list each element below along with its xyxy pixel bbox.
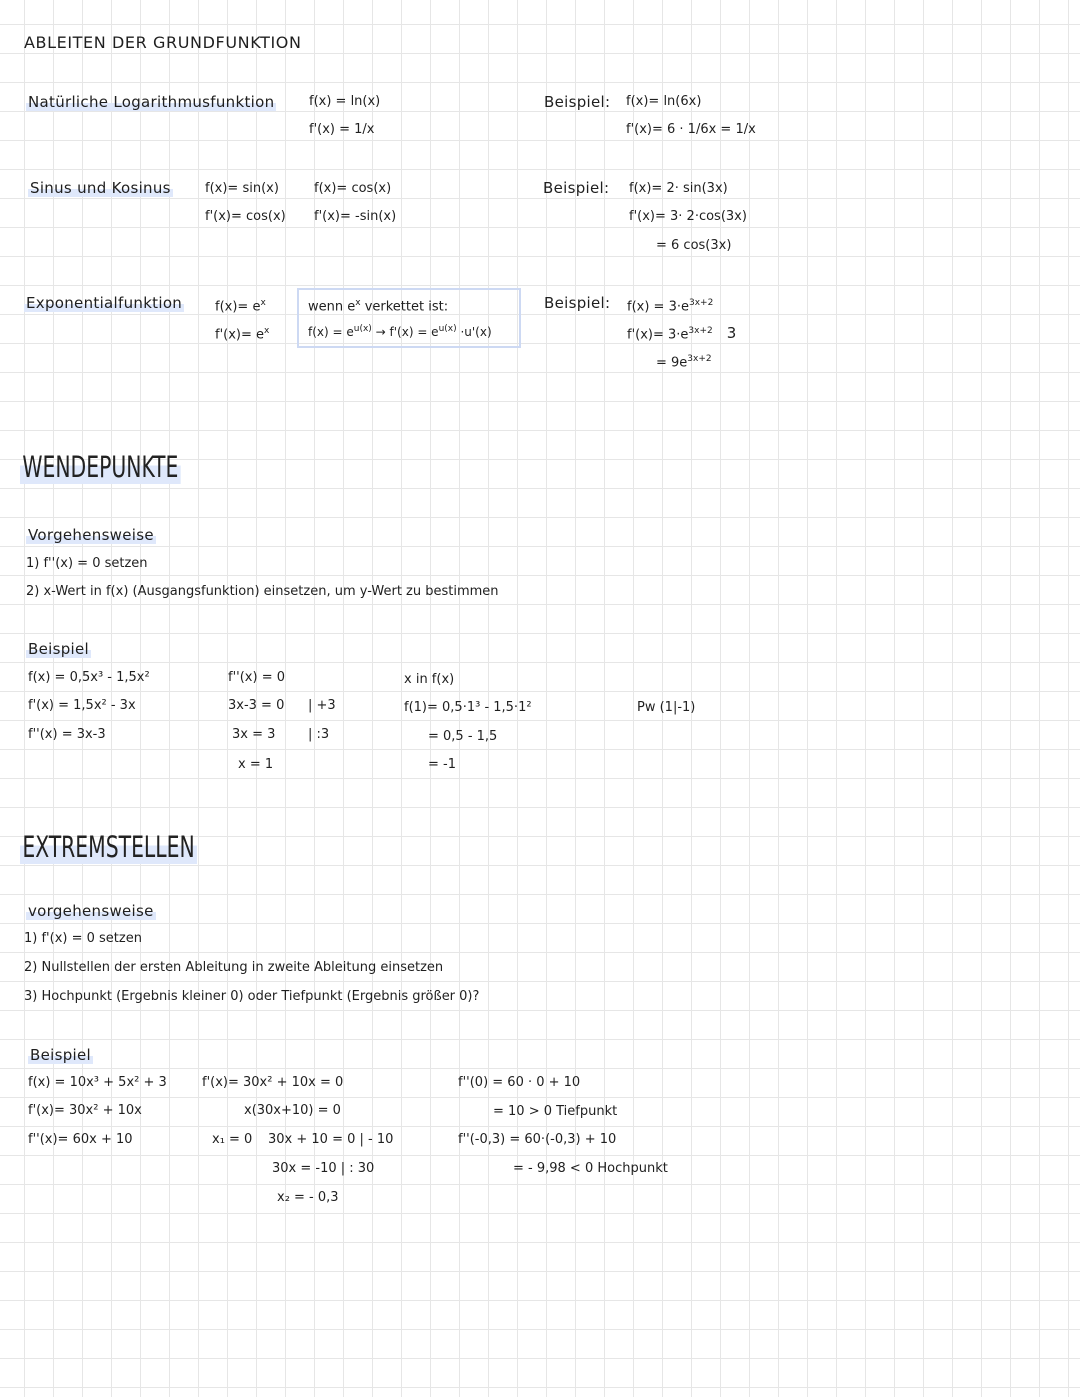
wende-insert-3: = 0,5 - 1,5: [428, 729, 498, 744]
section-label-ln: Natürliche Logarithmusfunktion: [28, 93, 275, 111]
extrem-test-2-result: = - 9,98 < 0 Hochpunkt: [513, 1161, 668, 1176]
cos-derivative: f'(x)= -sin(x): [314, 209, 397, 224]
wende-calc-4: x = 1: [238, 757, 274, 772]
extrem-calc-3a: x₁ = 0: [212, 1132, 253, 1147]
ln-example-label: Beispiel:: [544, 93, 611, 111]
extrem-step-3: 3) Hochpunkt (Ergebnis kleiner 0) oder Tiefpunkt (Ergebnis größer 0)?: [24, 989, 480, 1004]
sin-example-label: Beispiel:: [543, 179, 610, 197]
extrem-calc-3b: 30x + 10 = 0 | - 10: [268, 1132, 394, 1147]
exp-example-label: Beispiel:: [544, 294, 611, 312]
exp-example-derivative: $f'(x)= 3\cdot e^{3x+2}$ 3: [627, 324, 737, 343]
extrem-function: f(x) = 10x³ + 5x² + 3: [28, 1075, 167, 1090]
sin-example-function: f(x)= 2· sin(3x): [629, 181, 728, 196]
sin-example-derivative: f'(x)= 3· 2·cos(3x): [629, 209, 747, 224]
wende-procedure-label: Vorgehensweise: [28, 526, 154, 544]
wende-second-derivative: f''(x) = 3x-3: [28, 727, 106, 742]
extrem-step-2: 2) Nullstellen der ersten Ableitung in zweite Ableitung einsetzen: [24, 960, 444, 975]
extrem-second-derivative: f''(x)= 60x + 10: [28, 1132, 133, 1147]
extrem-test-2: f''(-0,3) = 60·(-0,3) + 10: [458, 1132, 617, 1147]
section-label-sin: Sinus und Kosinus: [30, 179, 171, 197]
sin-derivative: f'(x)= cos(x): [205, 209, 286, 224]
heading-extremstellen: EXTREMSTELLEN: [20, 830, 197, 864]
extrem-calc-2: x(30x+10) = 0: [244, 1103, 341, 1118]
extrem-step-1: 1) f'(x) = 0 setzen: [24, 931, 142, 946]
extrem-calc-1: f'(x)= 30x² + 10x = 0: [202, 1075, 344, 1090]
wende-calc-2: 3x-3 = 0: [228, 698, 285, 713]
extrem-test-1: f''(0) = 60 · 0 + 10: [458, 1075, 581, 1090]
chain-rule-line1: wenn $e^x$ verkettet ist:: [308, 298, 449, 315]
sin-example-result: = 6 cos(3x): [656, 238, 732, 253]
sin-function: f(x)= sin(x): [205, 181, 279, 196]
extrem-procedure-label: vorgehensweise: [28, 902, 154, 920]
exp-derivative: $f'(x)= e^x$: [215, 326, 270, 343]
extrem-test-1-result: = 10 > 0 Tiefpunkt: [493, 1104, 618, 1119]
wende-insert-4: = -1: [428, 757, 456, 772]
wende-step-1: 1) f''(x) = 0 setzen: [26, 556, 148, 571]
exp-example-result: = $9e^{3x+2}$: [656, 354, 712, 371]
wende-calc-2-op: | +3: [308, 698, 336, 713]
wende-function: f(x) = 0,5x³ - 1,5x²: [28, 670, 150, 685]
ln-derivative: f'(x) = 1/x: [309, 122, 375, 137]
extrem-calc-5: x₂ = - 0,3: [277, 1190, 339, 1205]
extrem-first-derivative: f'(x)= 30x² + 10x: [28, 1103, 142, 1118]
wende-calc-3: 3x = 3: [232, 727, 276, 742]
wende-calc-3-op: | :3: [308, 727, 330, 742]
exp-function: $f(x)= e^x$: [215, 298, 266, 315]
wende-example-label: Beispiel: [28, 640, 89, 658]
wende-step-2: 2) x-Wert in f(x) (Ausgangsfunktion) einsetzen, um y-Wert zu bestimmen: [26, 584, 499, 599]
exp-example-function: $f(x) = 3\cdot e^{3x+2}$: [627, 298, 714, 315]
wende-calc-1: f''(x) = 0: [228, 670, 285, 685]
wende-first-derivative: f'(x) = 1,5x² - 3x: [28, 698, 136, 713]
extrem-calc-4: 30x = -10 | : 30: [272, 1161, 375, 1176]
heading-wendepunkte: WENDEPUNKTE: [20, 450, 181, 484]
ln-example-function: f(x)= ln(6x): [626, 94, 702, 109]
wende-insert-2: f(1)= 0,5·1³ - 1,5·1²: [404, 700, 532, 715]
chain-rule-line2: $f(x) = e^{u(x)} \to f'(x) = e^{u(x)} \cdot u'(x)$: [308, 324, 492, 339]
extrem-example-label: Beispiel: [30, 1046, 91, 1064]
chain-rule-box: [297, 288, 521, 348]
ln-example-derivative: f'(x)= 6 · 1/6x = 1/x: [626, 122, 756, 137]
page-title: ABLEITEN DER GRUNDFUNKTION: [24, 33, 302, 52]
wende-point-result: Pw (1|-1): [637, 700, 696, 715]
ln-function: f(x) = ln(x): [309, 94, 381, 109]
cos-function: f(x)= cos(x): [314, 181, 392, 196]
section-label-exp: Exponentialfunktion: [26, 294, 183, 312]
wende-insert-1: x in f(x): [404, 672, 455, 687]
